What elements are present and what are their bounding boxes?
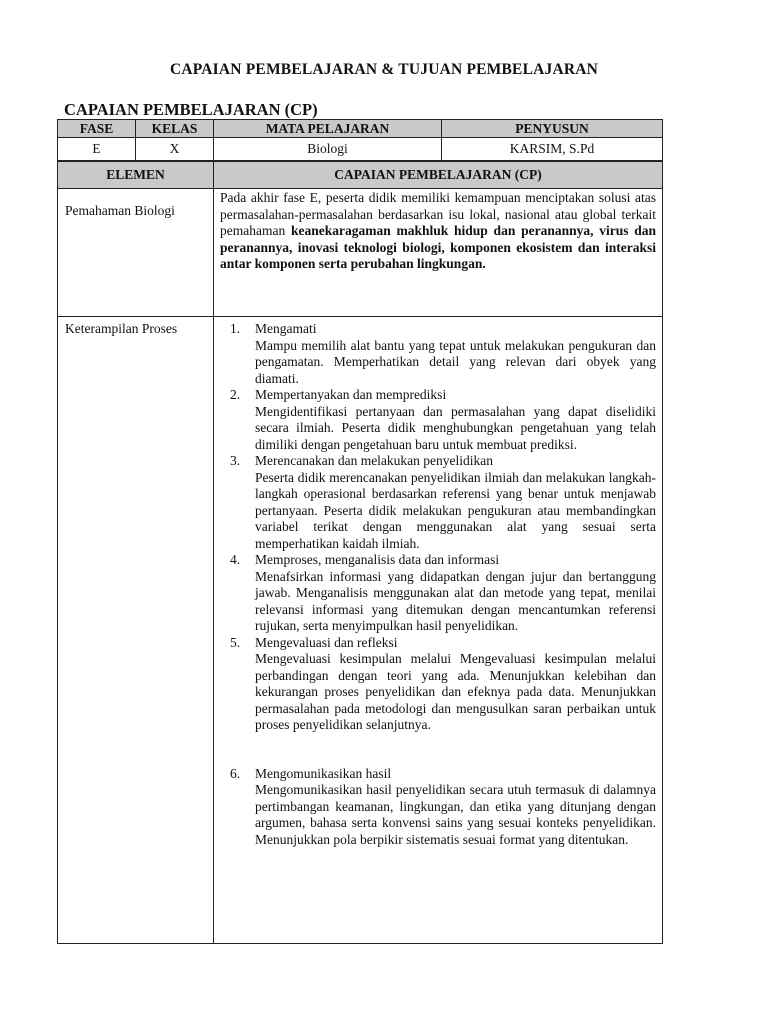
step-number: 4. xyxy=(230,552,241,567)
step-title: Mengevaluasi dan refleksi xyxy=(255,634,398,650)
cp-header-table xyxy=(57,161,663,189)
value-fase: E xyxy=(58,138,136,161)
cp-table xyxy=(57,188,663,944)
value-kelas: X xyxy=(136,138,214,161)
step-title: Mengamati xyxy=(255,321,317,336)
process-steps-list xyxy=(220,321,656,848)
step-number: 5. xyxy=(230,634,241,650)
cp-header-row xyxy=(58,162,663,189)
list-item xyxy=(220,453,656,552)
elemen-cell: Pemahaman Biologi xyxy=(58,189,214,317)
elemen-cell: Keterampilan Proses xyxy=(58,317,214,944)
value-row xyxy=(58,138,663,161)
header-mata-pelajaran: MATA PELAJARAN xyxy=(214,120,442,138)
capaian-cell xyxy=(214,189,663,317)
step-description: Menafsirkan informasi yang didapatkan dengan jujur dan bertanggung jawab. Menganalisis menggunakan alat dan metode yang tepat, menilai relevansi informasi yang ditemukan dengan mencantumkan referensi rujukan, serta menyimpulkan hasil penyelidikan. xyxy=(255,568,656,633)
table-row xyxy=(58,189,663,317)
capaian-cell xyxy=(214,317,663,944)
list-item xyxy=(220,766,656,849)
step-title: Mempertanyakan dan memprediksi xyxy=(255,387,447,402)
step-number: 2. xyxy=(230,387,241,402)
step-title: Merencanakan dan melakukan penyelidikan xyxy=(255,453,494,468)
header-fase: FASE xyxy=(58,120,136,138)
header-table xyxy=(57,119,663,161)
capaian-bold-text: keanekaragaman makhluk hidup dan peranannya, virus dan peranannya, inovasi teknologi biologi, komponen ekosistem dan interaksi antar komponen serta perubahan lingkungan. xyxy=(220,223,656,271)
header-penyusun: PENYUSUN xyxy=(442,120,663,138)
list-item xyxy=(220,552,656,635)
list-item xyxy=(220,635,656,734)
step-number: 6. xyxy=(230,765,241,781)
document-title: CAPAIAN PEMBELAJARAN & TUJUAN PEMBELAJARAN xyxy=(169,61,599,78)
step-number: 1. xyxy=(230,321,241,336)
step-description: Mampu memilih alat bantu yang tepat untuk melakukan pengukuran dan pengamatan. Memperhatikan detail yang relevan dari obyek yang diamati. xyxy=(255,337,656,386)
step-title: Mengomunikasikan hasil xyxy=(255,765,392,781)
value-mata-pelajaran: Biologi xyxy=(214,138,442,161)
step-number: 3. xyxy=(230,453,241,468)
capaian-text: Pada akhir fase E, peserta didik memiliki kemampuan menciptakan solusi atas permasalahan-permasalahan berdasarkan isu lokal, nasional atau global terkait pemahaman xyxy=(220,190,656,238)
step-description: Mengevaluasi kesimpulan melalui Mengevaluasi kesimpulan melalui perbandingan dengan teori yang ada. Menunjukkan kelebihan dan kekurangan proses penyelidikan dan efeknya pada data. Menunjukkan permasalahan pada metodologi dan mengusulkan saran perbaikan untuk proses penyelidikan selanjutnya. xyxy=(255,651,656,732)
table-row xyxy=(58,317,663,944)
step-description: Mengomunikasikan hasil penyelidikan secara utuh termasuk di dalamnya pertimbangan keamanan, lingkungan, dan etika yang ditunjang dengan argumen, bahasa serta konvensi sains yang sesuai konteks penyelidikan. Menunjukkan pola berpikir sistematis sesuai format yang ditentukan. xyxy=(255,782,656,847)
list-item xyxy=(220,387,656,453)
header-capaian: CAPAIAN PEMBELAJARAN (CP) xyxy=(214,162,663,189)
list-item xyxy=(220,321,656,387)
value-penyusun: KARSIM, S.Pd xyxy=(442,138,663,161)
step-title: Memproses, menganalisis data dan informasi xyxy=(255,552,500,567)
header-row xyxy=(58,120,663,138)
step-description: Peserta didik merencanakan penyelidikan ilmiah dan melakukan langkah-langkah operasional berdasarkan referensi yang benar untuk menjawab pertanyaan. Peserta didik melakukan pengukuran atau membandingkan variabel terikat dengan menggunakan alat yang sesuai serta memperhatikan kaidah ilmiah. xyxy=(255,469,656,551)
step-description: Mengidentifikasi pertanyaan dan permasalahan yang dapat diselidiki secara ilmiah. Peserta didik menghubungkan pengetahuan yang telah dimiliki dengan pengetahuan baru untuk membuat prediksi. xyxy=(255,403,656,452)
header-elemen: ELEMEN xyxy=(58,162,214,189)
header-kelas: KELAS xyxy=(136,120,214,138)
section-title: CAPAIAN PEMBELAJARAN (CP) xyxy=(64,100,318,119)
